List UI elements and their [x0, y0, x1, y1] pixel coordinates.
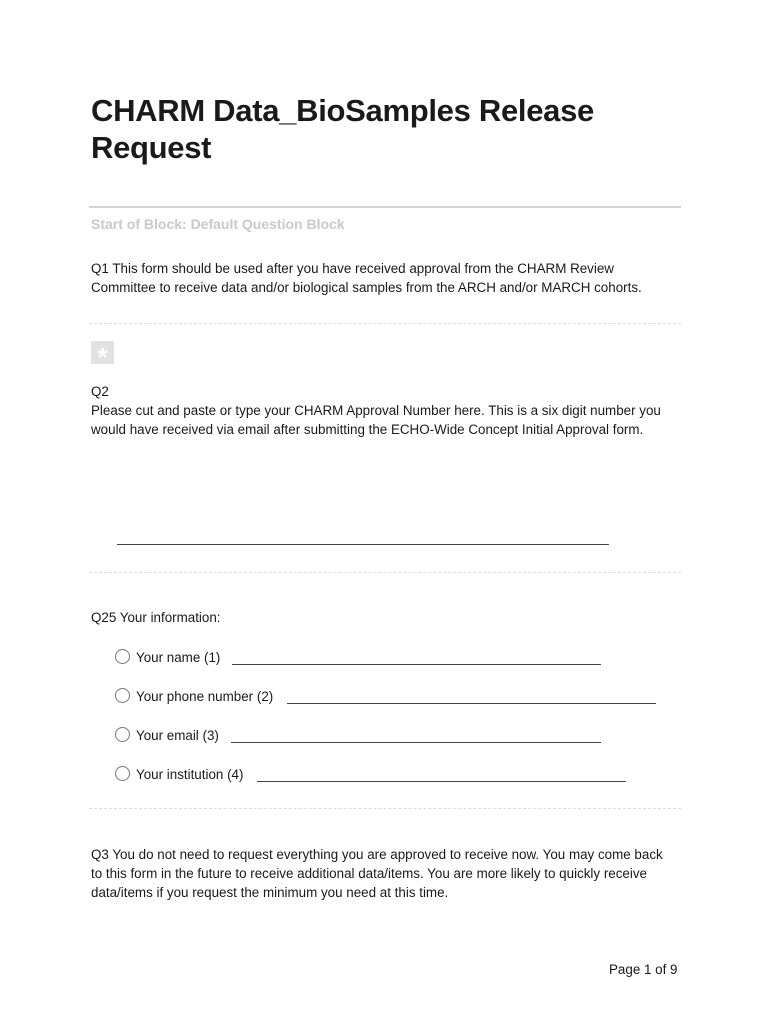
page-number: Page 1 of 9 — [609, 962, 678, 977]
phone-input-line[interactable] — [287, 703, 656, 704]
block-divider — [89, 206, 681, 208]
option-label: Your name (1) — [136, 650, 221, 665]
block-start-label: Start of Block: Default Question Block — [91, 216, 345, 232]
approval-number-field[interactable] — [117, 544, 609, 545]
email-input-line[interactable] — [231, 742, 601, 743]
q2-label: Q2 — [91, 384, 109, 399]
option-label: Your phone number (2) — [136, 689, 274, 704]
question-separator — [89, 323, 681, 324]
document-title: CHARM Data_BioSamples Release Request — [91, 93, 594, 165]
question-separator — [89, 572, 681, 573]
name-input-line[interactable] — [232, 664, 601, 665]
option-label: Your institution (4) — [136, 767, 244, 782]
question-separator — [89, 808, 681, 809]
radio-button[interactable] — [115, 649, 130, 664]
radio-button[interactable] — [115, 727, 130, 742]
option-label: Your email (3) — [136, 728, 219, 743]
q2-text: Please cut and paste or type your CHARM Approval Number here. This is a six digit number you would have received via email after submitting the ECHO-Wide Concept Initial Approval form. — [91, 403, 661, 437]
institution-input-line[interactable] — [257, 781, 626, 782]
radio-button[interactable] — [115, 688, 130, 703]
radio-button[interactable] — [115, 766, 130, 781]
q1-text: Q1 This form should be used after you have received approval from the CHARM Review Committee to receive data and/or biological samples from the ARCH and/or MARCH cohorts. — [91, 261, 642, 295]
q3-text: Q3 You do not need to request everything you are approved to receive now. You may come back to this form in the future to receive additional data/items. You are more likely to quickly receive data/items if you request the minimum you need at this time. — [91, 847, 663, 900]
q25-label: Q25 Your information: — [91, 610, 221, 625]
required-asterisk-icon: * — [91, 341, 114, 364]
